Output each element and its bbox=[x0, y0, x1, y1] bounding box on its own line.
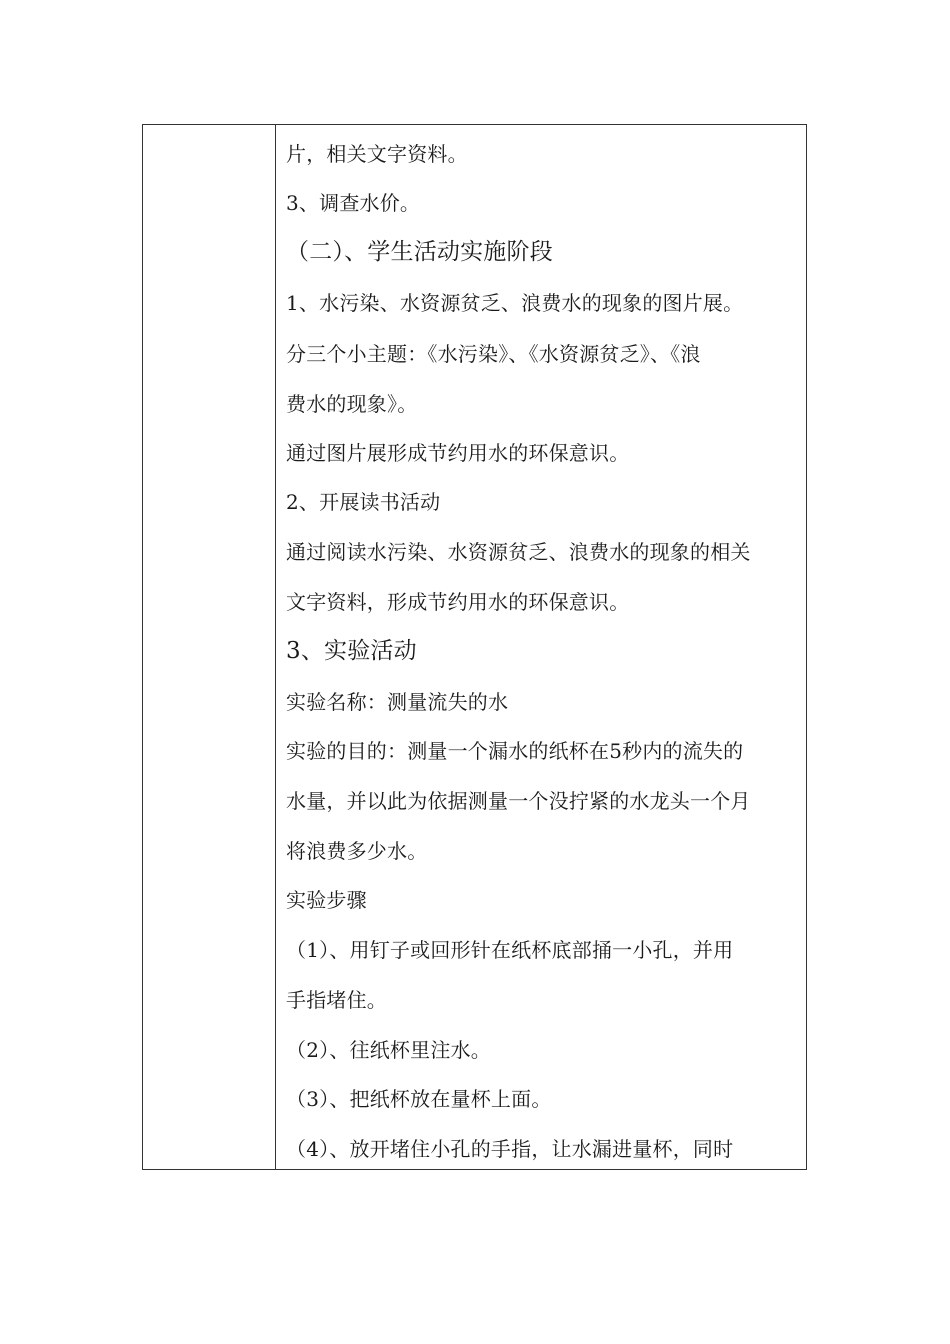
text-line: 通过图片展形成节约用水的环保意识。 bbox=[286, 441, 630, 465]
text-line: 水量，并以此为依据测量一个没拧紧的水龙头一个月 bbox=[286, 789, 751, 813]
text-line: 手指堵住。 bbox=[286, 988, 387, 1012]
text-line: （1）、用钉子或回形针在纸杯底部捅一小孔，并用 bbox=[286, 938, 734, 962]
text-line: （3）、把纸杯放在量杯上面。 bbox=[286, 1087, 552, 1111]
section-heading: （二）、学生活动实施阶段 bbox=[286, 239, 553, 265]
section-heading: 3、实验活动 bbox=[286, 638, 417, 664]
text-line: 实验名称：测量流失的水 bbox=[286, 690, 509, 714]
text-line: 3、调查水价。 bbox=[286, 191, 421, 215]
content-table bbox=[142, 124, 807, 1170]
text-line: 1、水污染、水资源贫乏、浪费水的现象的图片展。 bbox=[286, 291, 744, 315]
text-line: 分三个小主题：《水污染》、《水资源贫乏》、《浪 bbox=[286, 342, 701, 366]
text-line: 通过阅读水污染、水资源贫乏、浪费水的现象的相关 bbox=[286, 540, 751, 564]
text-line: （2）、往纸杯里注水。 bbox=[286, 1038, 491, 1062]
text-line: 片，相关文字资料。 bbox=[286, 142, 468, 166]
text-line: 实验的目的：测量一个漏水的纸杯在5秒内的流失的 bbox=[286, 739, 744, 763]
text-line: 2、开展读书活动 bbox=[286, 490, 441, 514]
text-line: 费水的现象》。 bbox=[286, 392, 418, 416]
table-right-cell bbox=[276, 125, 806, 1169]
text-line: 实验步骤 bbox=[286, 888, 367, 912]
text-line: （4）、放开堵住小孔的手指，让水漏进量杯，同时 bbox=[286, 1137, 734, 1161]
text-line: 将浪费多少水。 bbox=[286, 839, 428, 863]
table-left-cell bbox=[143, 125, 276, 1169]
text-line: 文字资料，形成节约用水的环保意识。 bbox=[286, 590, 630, 614]
